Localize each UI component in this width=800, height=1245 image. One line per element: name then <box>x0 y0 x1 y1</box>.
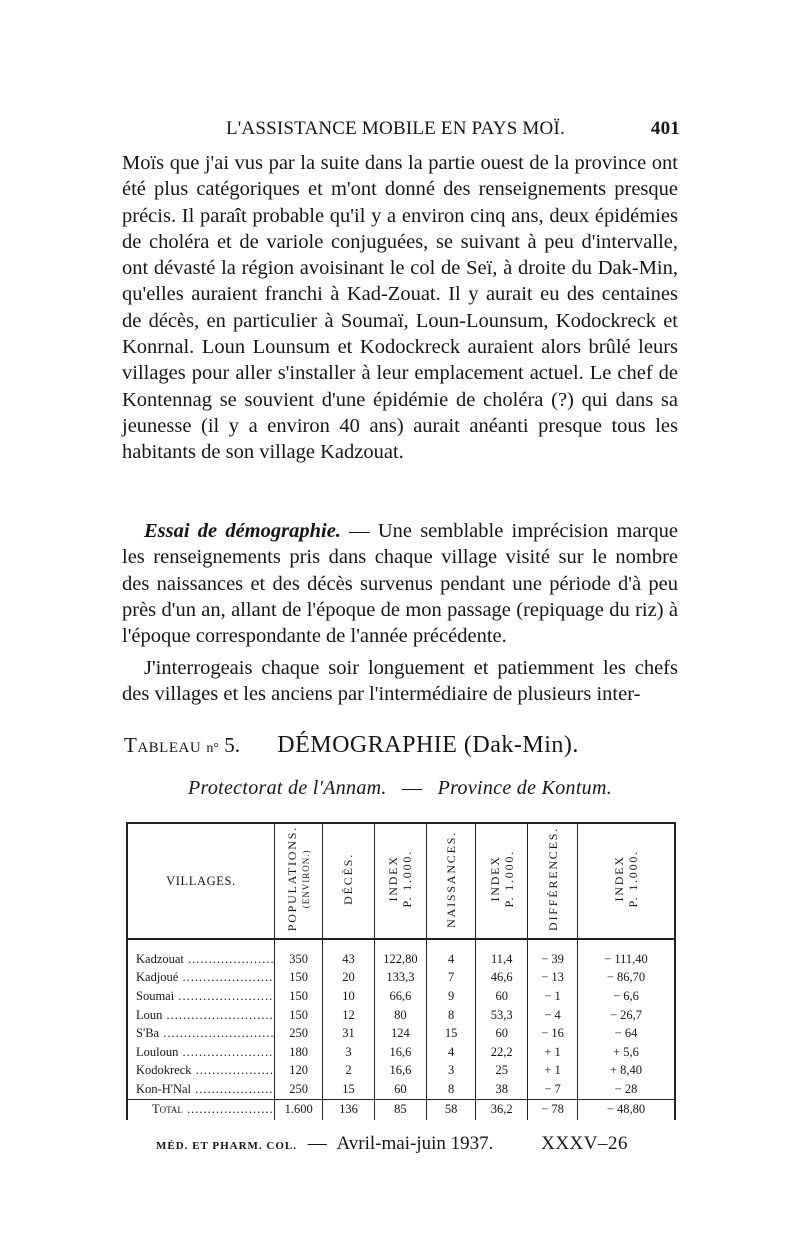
subtitle-dash: — <box>402 777 423 799</box>
table-row <box>127 1062 675 1081</box>
table-main-title: DÉMOGRAPHIE (Dak-Min). <box>277 732 579 758</box>
table-row <box>127 939 675 969</box>
cell-deces: 2 <box>323 1062 374 1081</box>
cell-index-difference: − 64 <box>577 1024 675 1043</box>
cell-village: Kadzouat ..... <box>127 939 275 969</box>
cell-naissances: 9 <box>427 987 476 1006</box>
cell-index-naissances: 22,2 <box>476 1043 528 1062</box>
table-header-row <box>127 823 675 939</box>
cell-index-difference: − 6,6 <box>577 987 675 1006</box>
cell-total-population: 1.600 <box>275 1099 323 1120</box>
cell-population: 250 <box>275 1080 323 1099</box>
cell-difference: − 7 <box>528 1080 578 1099</box>
cell-population: 150 <box>275 1006 323 1025</box>
cell-index-deces: 124 <box>374 1024 427 1043</box>
col-header-index-naissances: INDEX P. 1.000. <box>476 823 528 939</box>
footer-signature: XXXV–26 <box>541 1133 628 1154</box>
cell-village: Kodokreck ..... <box>127 1062 275 1081</box>
cell-deces: 12 <box>323 1006 374 1025</box>
cell-village: Kon-H'Nal ..... <box>127 1080 275 1099</box>
cell-index-naissances: 53,3 <box>476 1006 528 1025</box>
cell-population: 120 <box>275 1062 323 1081</box>
section-heading: Essai de démographie. <box>144 520 341 542</box>
table-number: 5. <box>224 733 241 757</box>
col-header-index-deces: INDEX P. 1.000. <box>374 823 427 939</box>
page-footer <box>156 1133 656 1155</box>
cell-naissances: 7 <box>427 969 476 988</box>
body-paragraph-2-text: — Une semblable imprécision marque les renseignements pris dans chaque village visité sur le nombre des naissances et des décès survenus pendant une période d'à peu près d'un an, allant de l'époque de mon passage (repiquage du riz) à l'époque correspondante de l'année précédente. <box>122 520 678 648</box>
cell-population: 150 <box>275 969 323 988</box>
cell-deces: 20 <box>323 969 374 988</box>
col-header-index-differences: INDEX P. 1.000. <box>577 823 675 939</box>
cell-deces: 43 <box>323 939 374 969</box>
running-title: L'ASSISTANCE MOBILE EN PAYS MOÏ. <box>226 118 565 139</box>
footer-source: MÉD. ET PHARM. COL. <box>156 1140 298 1152</box>
cell-index-deces: 16,6 <box>374 1062 427 1081</box>
cell-index-naissances: 60 <box>476 1024 528 1043</box>
cell-index-naissances: 60 <box>476 987 528 1006</box>
table-row <box>127 1006 675 1025</box>
cell-deces: 31 <box>323 1024 374 1043</box>
cell-index-naissances: 25 <box>476 1062 528 1081</box>
cell-difference: − 16 <box>528 1024 578 1043</box>
col-header-deces: DÉCÈS. <box>323 823 374 939</box>
cell-index-difference: + 5,6 <box>577 1043 675 1062</box>
cell-index-deces: 122,80 <box>374 939 427 969</box>
cell-index-deces: 133,3 <box>374 969 427 988</box>
demography-table <box>126 822 676 1120</box>
table-row <box>127 1024 675 1043</box>
col-header-naissances: NAISSANCES. <box>427 823 476 939</box>
cell-index-deces: 60 <box>374 1080 427 1099</box>
cell-naissances: 15 <box>427 1024 476 1043</box>
cell-difference: − 4 <box>528 1006 578 1025</box>
cell-total-difference: − 78 <box>528 1099 578 1120</box>
footer-date: Avril-mai-juin 1937. <box>336 1133 494 1154</box>
cell-village: S'Ba ..... <box>127 1024 275 1043</box>
footer-dash: — <box>307 1133 327 1154</box>
cell-village: Loun ..... <box>127 1006 275 1025</box>
table-subtitle <box>0 777 800 800</box>
body-paragraph-2 <box>122 518 678 649</box>
cell-village: Kadjoué ..... <box>127 969 275 988</box>
table-row <box>127 1043 675 1062</box>
cell-village: Louloun ..... <box>127 1043 275 1062</box>
table-total-row <box>127 1099 675 1120</box>
cell-deces: 3 <box>323 1043 374 1062</box>
table-label: Tableau <box>124 733 202 757</box>
cell-index-difference: + 8,40 <box>577 1062 675 1081</box>
cell-index-difference: − 111,40 <box>577 939 675 969</box>
table-row <box>127 987 675 1006</box>
col-header-villages: VILLAGES. <box>127 823 275 939</box>
col-header-populations: POPULATIONS. (ENVIRON.) <box>275 823 323 939</box>
cell-village: Soumai ..... <box>127 987 275 1006</box>
subtitle-protectorate: Protectorat de l'Annam. <box>187 777 387 799</box>
cell-index-naissances: 11,4 <box>476 939 528 969</box>
table-row <box>127 969 675 988</box>
cell-total-index-difference: − 48,80 <box>577 1099 675 1120</box>
cell-difference: + 1 <box>528 1043 578 1062</box>
cell-difference: + 1 <box>528 1062 578 1081</box>
cell-index-difference: − 28 <box>577 1080 675 1099</box>
cell-naissances: 8 <box>427 1080 476 1099</box>
cell-index-deces: 66,6 <box>374 987 427 1006</box>
cell-deces: 15 <box>323 1080 374 1099</box>
cell-difference: − 13 <box>528 969 578 988</box>
table-title <box>124 732 684 759</box>
cell-total-deces: 136 <box>323 1099 374 1120</box>
cell-naissances: 3 <box>427 1062 476 1081</box>
cell-difference: − 39 <box>528 939 578 969</box>
cell-population: 150 <box>275 987 323 1006</box>
col-header-differences: DIFFÉRENCES. <box>528 823 578 939</box>
cell-total-naissances: 58 <box>427 1099 476 1120</box>
body-paragraph-3: J'interrogeais chaque soir longuement et patiemment les chefs des villages et les anciens par l'intermédiaire de plusieurs inter- <box>122 657 678 706</box>
cell-naissances: 8 <box>427 1006 476 1025</box>
page-number: 401 <box>650 118 680 139</box>
table-number-sign: n° <box>206 741 220 756</box>
cell-total-index-deces: 85 <box>374 1099 427 1120</box>
cell-difference: − 1 <box>528 987 578 1006</box>
cell-naissances: 4 <box>427 939 476 969</box>
cell-index-difference: − 86,70 <box>577 969 675 988</box>
cell-index-deces: 16,6 <box>374 1043 427 1062</box>
cell-index-naissances: 46,6 <box>476 969 528 988</box>
cell-index-naissances: 38 <box>476 1080 528 1099</box>
cell-naissances: 4 <box>427 1043 476 1062</box>
body-paragraph-1: Moïs que j'ai vus par la suite dans la partie ouest de la province ont été plus catégoriques et m'ont donné des renseignements presque précis. Il paraît probable qu'il y a environ cinq ans, deux épidémies de choléra et de variole conjuguées, se suivant à peu d'intervalle, ont dévasté la région avoisinant le col de Seï, à droite du Dak-Min, qu'elles auraient franchi à Kad-Zouat. Il y aurait eu des centaines de décès, en particulier à Soumaï, Loun-Lounsum, Kodockreck et Konrnal. Loun Lounsum et Kodockreck auraient alors brûlé leurs villages pour aller s'installer à leur emplacement actuel. Le chef de Kontennag se souvient d'une épidémie de choléra (?) qui dans sa jeunesse (il y a environ 40 ans) aurait anéanti presque tous les habitants de son village Kadzouat. <box>122 152 678 464</box>
cell-population: 180 <box>275 1043 323 1062</box>
cell-population: 350 <box>275 939 323 969</box>
cell-total-label: Total ..... <box>127 1099 275 1120</box>
running-header <box>120 118 680 146</box>
table-row <box>127 1080 675 1099</box>
cell-index-difference: − 26,7 <box>577 1006 675 1025</box>
subtitle-province: Province de Kontum. <box>437 777 613 799</box>
cell-deces: 10 <box>323 987 374 1006</box>
cell-population: 250 <box>275 1024 323 1043</box>
cell-total-index-naissances: 36,2 <box>476 1099 528 1120</box>
cell-index-deces: 80 <box>374 1006 427 1025</box>
